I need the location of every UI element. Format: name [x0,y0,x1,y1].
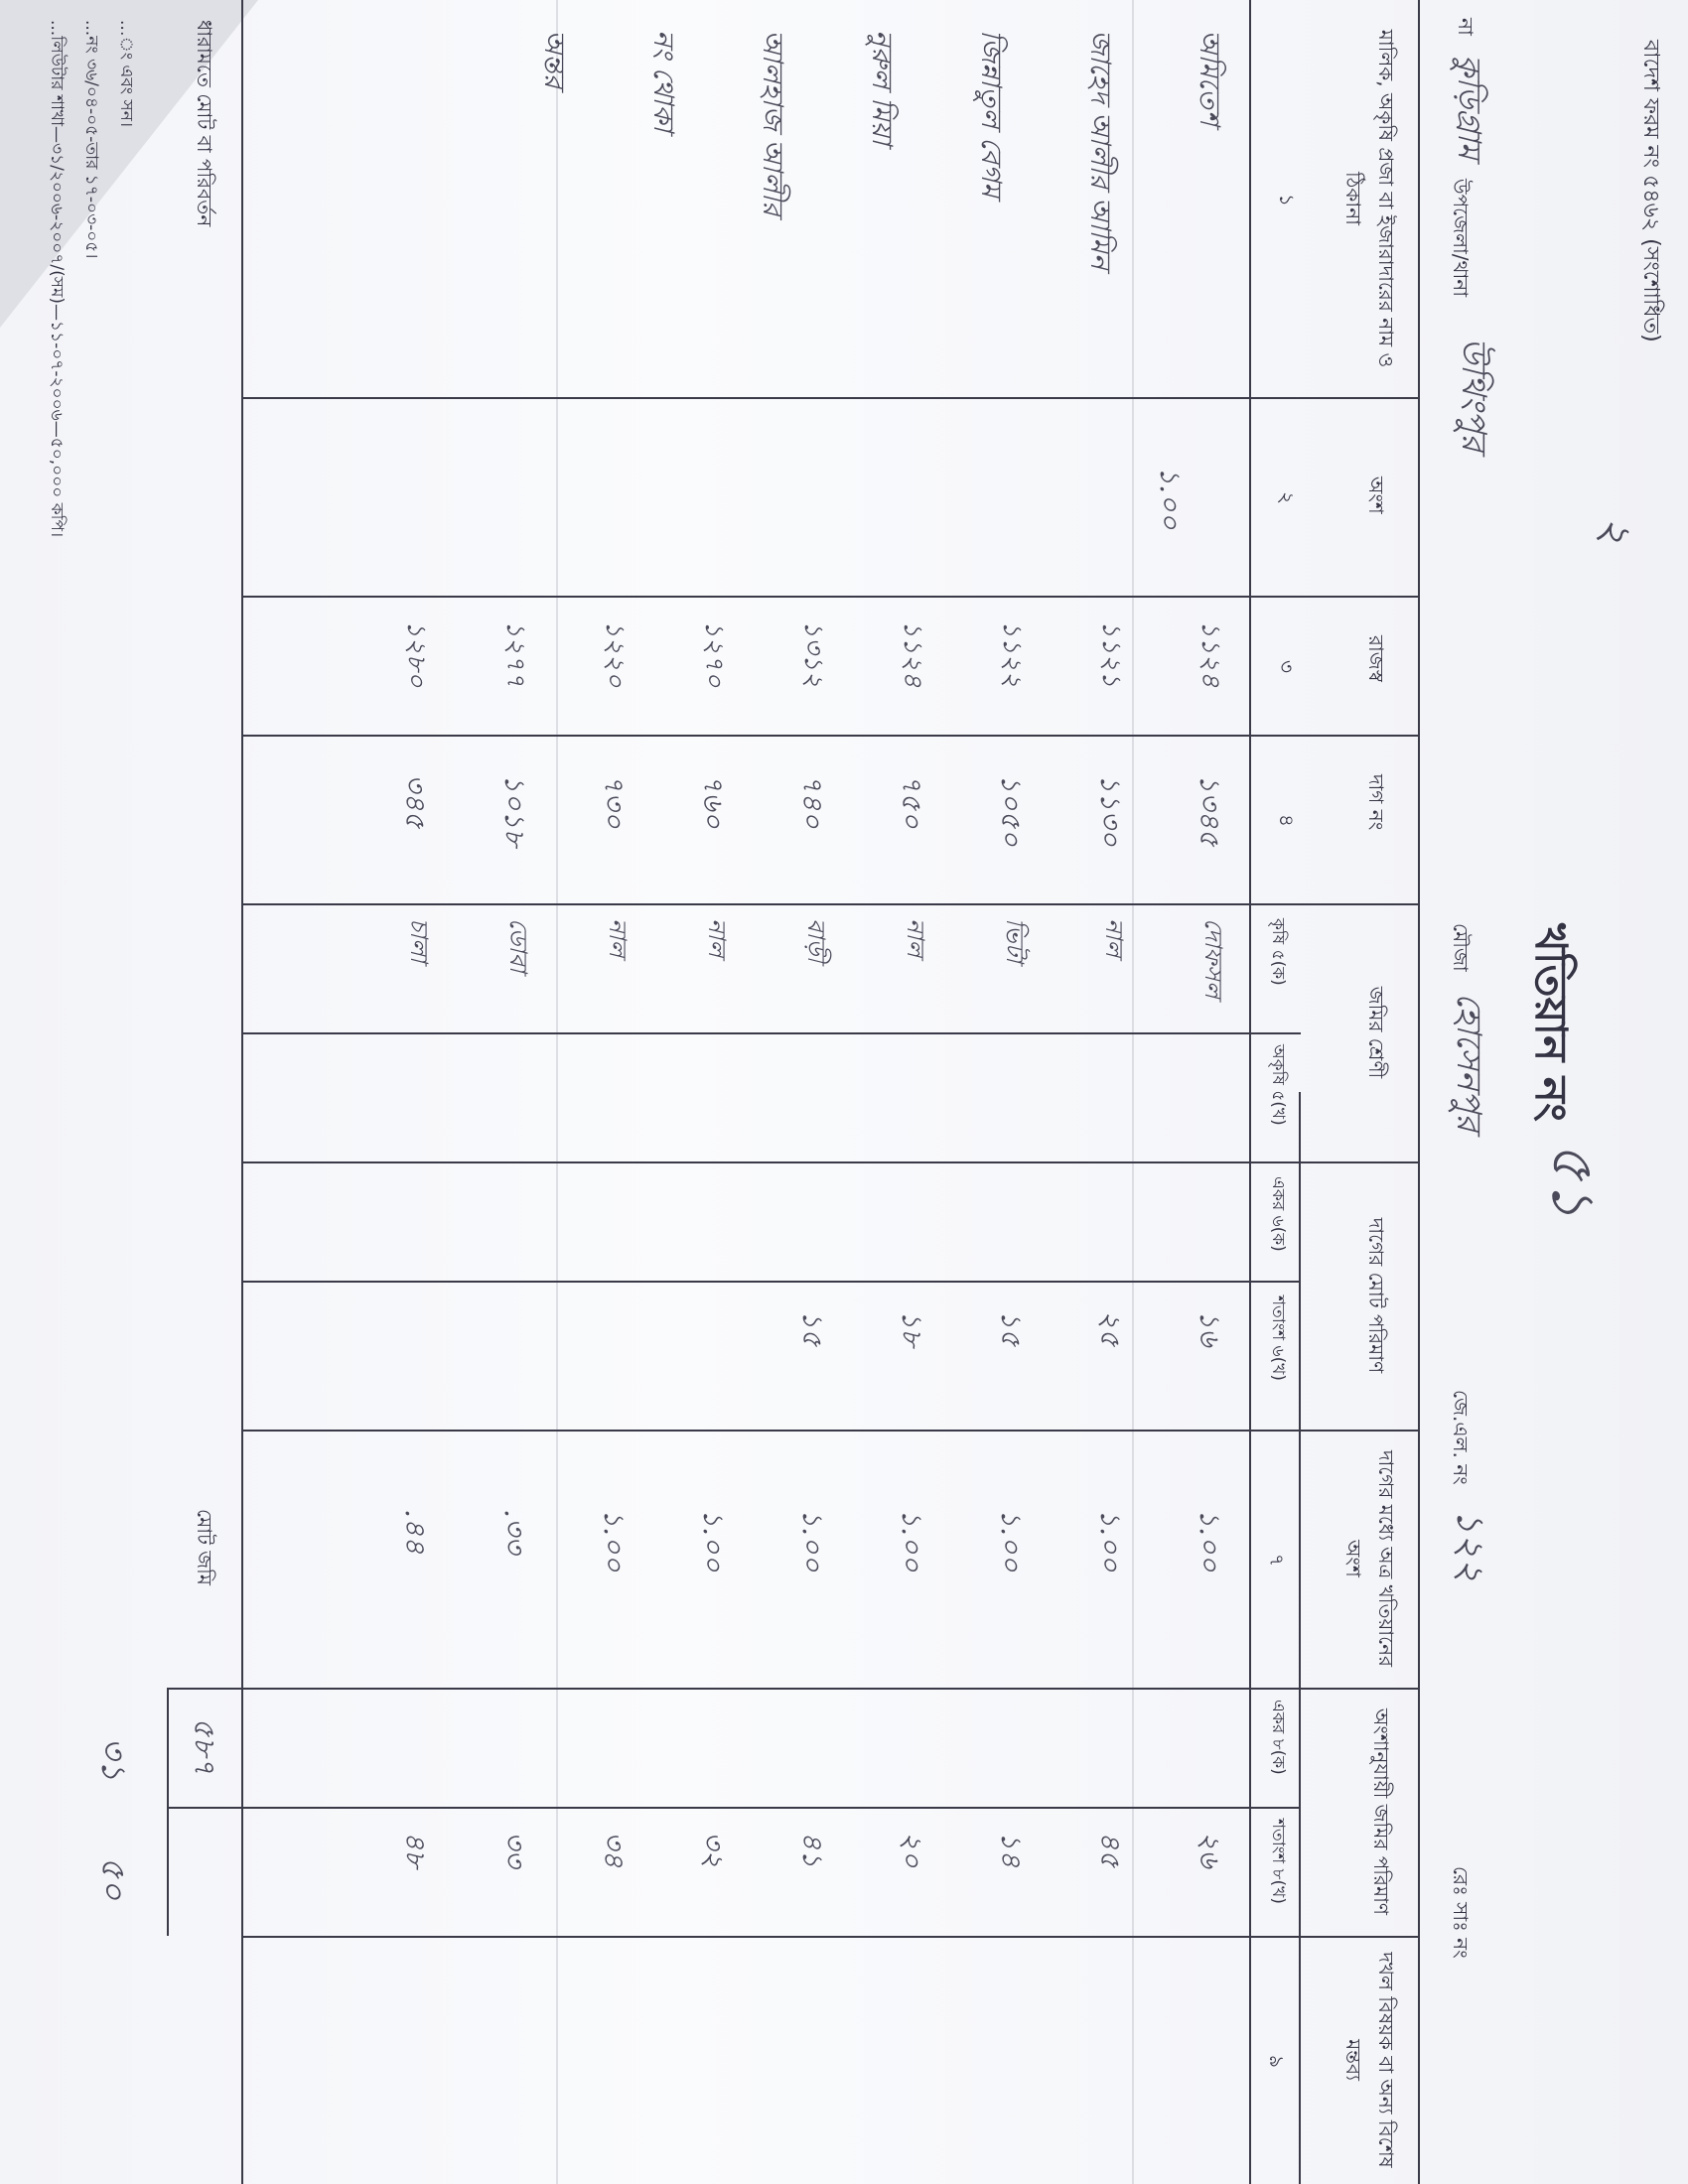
col-class-nonagri: অকৃষি ৫(খ) [1268,1044,1288,1126]
upazila-value: উথিংপুর [1454,338,1493,452]
col-owner-num: ১ [1275,194,1299,206]
part-cell: ১.০০ [796,1509,829,1572]
land-decimal-cell: ৪১ [796,1832,829,1868]
col-area-decimal: শতাংশ ৬(খ) [1268,1296,1288,1382]
dag-cell: ৩৪৫ [399,774,432,829]
col-dag-num: ৪ [1275,814,1299,827]
owner-name-line: অন্তর [538,30,571,88]
part-cell: ১.০০ [1094,1509,1127,1572]
col-revenue-header: রাজস্ব [1364,635,1388,682]
upazila-label: উপজেলা/থানা [1449,179,1473,298]
owner-name-line: নুরুল মিয়া [866,30,899,146]
land-class-cell: নাল [703,918,731,958]
prefix-label: না [1454,18,1477,36]
part-cell: ১.০০ [995,1509,1028,1572]
footer-line: ...ং এবং সন। [116,20,136,127]
area-decimal-cell: ১৬ [1194,1310,1226,1347]
part-cell: .৪৪ [399,1509,432,1555]
col-area-acre: একর ৬(ক) [1268,1176,1288,1252]
part-cell: ১.০০ [697,1509,730,1572]
land-class-cell: বাড়ী [802,918,830,963]
footer-line: ...লিউটার শাখা—৩১/২০০৬-২০০৭/(সম)—১১-০৭-২০০৬—৫০,০০০ কপি। [47,20,67,538]
col-land-decimal: শতাংশ ৮(খ) [1268,1819,1288,1904]
district-value: কুড়িগ্রাম [1451,55,1488,160]
rs-label: রেঃ সাঃ নং [1449,1866,1473,1959]
col-class-header: জমির শ্রেণী [1364,986,1388,1079]
dag-cell: ১১৩০ [1094,774,1127,847]
jl-label: জে.এল. নং [1449,1390,1473,1485]
mouza-label: মৌজা [1449,923,1473,972]
col-remarks-header: দখল বিষয়ক বা অন্য বিশেষ মন্তব্য [1341,1952,1398,2168]
revenue-cell: ১৩১২ [798,620,828,688]
col-owner-header: মালিক, অকৃষি প্রজা বা ইজারাদারের নাম ও ঠিকানা [1341,29,1398,368]
revenue-cell: ১১২৪ [898,620,927,688]
part-cell: ১.০০ [598,1509,631,1572]
land-class-cell: নাল [902,918,929,958]
col-part-header: দাগের মধ্যে অত্র খতিয়ানের অংশ [1341,1449,1398,1668]
area-decimal-cell: ১৫ [995,1310,1028,1347]
revenue-cell: ১১২১ [1096,620,1126,688]
area-decimal-cell: ১৮ [896,1310,928,1347]
revenue-cell: ১২৭০ [699,620,729,688]
part-cell: .৩৩ [498,1509,531,1555]
owner-name-line: অমিতেশ [1194,30,1226,126]
owner-name-line: নং থোকা [647,30,680,132]
land-decimal-cell: ৩২ [697,1832,730,1868]
col-part-num: ৭ [1265,1554,1289,1568]
land-class-cell: ভিটা [1001,918,1029,963]
dag-cell: ১০১৮ [498,774,531,847]
footer-section-label: ধারামতে মোট বা পরিবর্তন [193,20,216,227]
revenue-cell: ১২২০ [600,620,630,688]
land-decimal-cell: ১৪ [995,1832,1028,1868]
area-decimal-cell: ১৫ [796,1310,829,1347]
col-class-agri: কৃষি ৫(ক) [1268,918,1288,986]
land-decimal-cell: ২৬ [1194,1832,1226,1868]
jl-value: ১২২ [1449,1509,1492,1583]
footer-total-label: মোট জমি [193,1509,216,1585]
dag-cell: ১০৫০ [995,774,1028,847]
bottom-mark: ৫০ [93,1856,133,1901]
part-cell: ১.০০ [1194,1509,1226,1572]
dag-cell: ৭৫০ [896,774,928,829]
area-decimal-cell: ২৫ [1094,1310,1127,1347]
form-top-note: বাদেশ ফরম নং ৫৪৬২ (সংশোধিত) [1638,40,1663,342]
col-land-header: অংশানুযায়ী জমির পরিমাণ [1369,1707,1393,1916]
part-cell: ১.০০ [896,1509,928,1572]
dag-cell: ৭৩০ [598,774,631,829]
col-share-num: ২ [1275,491,1299,505]
land-class-cell: নাল [1100,918,1128,958]
land-decimal-cell: ৩৪ [598,1832,631,1868]
col-area-header: দাগের মোট পরিমাণ [1364,1217,1388,1374]
col-revenue-num: ৩ [1275,660,1299,674]
mouza-value: হোসেনপুর [1449,993,1488,1132]
land-class-cell: ডোবা [504,918,532,973]
col-remarks-num: ৯ [1265,2055,1289,2068]
land-decimal-cell: ৪৫ [1094,1832,1127,1868]
land-class-cell: দোফসল [1199,918,1227,999]
land-decimal-cell: ৩৩ [498,1832,531,1868]
dag-cell: ৭৬০ [697,774,730,829]
land-decimal-cell: ২০ [896,1832,928,1868]
bottom-mark: ৩১ [93,1737,133,1782]
col-land-acre: একর ৮(ক) [1268,1700,1288,1775]
col-dag-header: দাগ নং [1364,774,1388,831]
revenue-cell: ১২৮০ [401,620,431,688]
land-class-cell: চালা [405,918,433,963]
footer-line: ...নং ৩৬/০৪-০৫-তার ১৭-০৩-০৫। [81,20,101,259]
col-share-header: অংশ [1364,477,1388,514]
mark-top: ২ [1590,516,1640,545]
revenue-cell: ১২৭৭ [500,620,530,688]
dag-cell: ৭৪০ [796,774,829,829]
owner-name-line: আলহাজ আলীর [757,30,789,216]
page-title: খতিয়ান নং [1525,923,1576,1122]
khatian-number: ৫১ [1538,1142,1608,1219]
revenue-cell: ১১২২ [997,620,1027,688]
land-decimal-cell: ৪৮ [399,1832,432,1868]
dag-cell: ১৩৪৫ [1194,774,1226,847]
share-value: ১.০০ [1154,467,1187,530]
footer-sum: ৫৮৭ [187,1717,221,1776]
owner-name-line: জিন্নাতুল বেগম [975,30,1008,198]
land-class-cell: নাল [604,918,632,958]
owner-name-line: জাহেদ আলীর আমিন [1084,30,1117,270]
revenue-cell: ১১২৪ [1196,620,1225,688]
